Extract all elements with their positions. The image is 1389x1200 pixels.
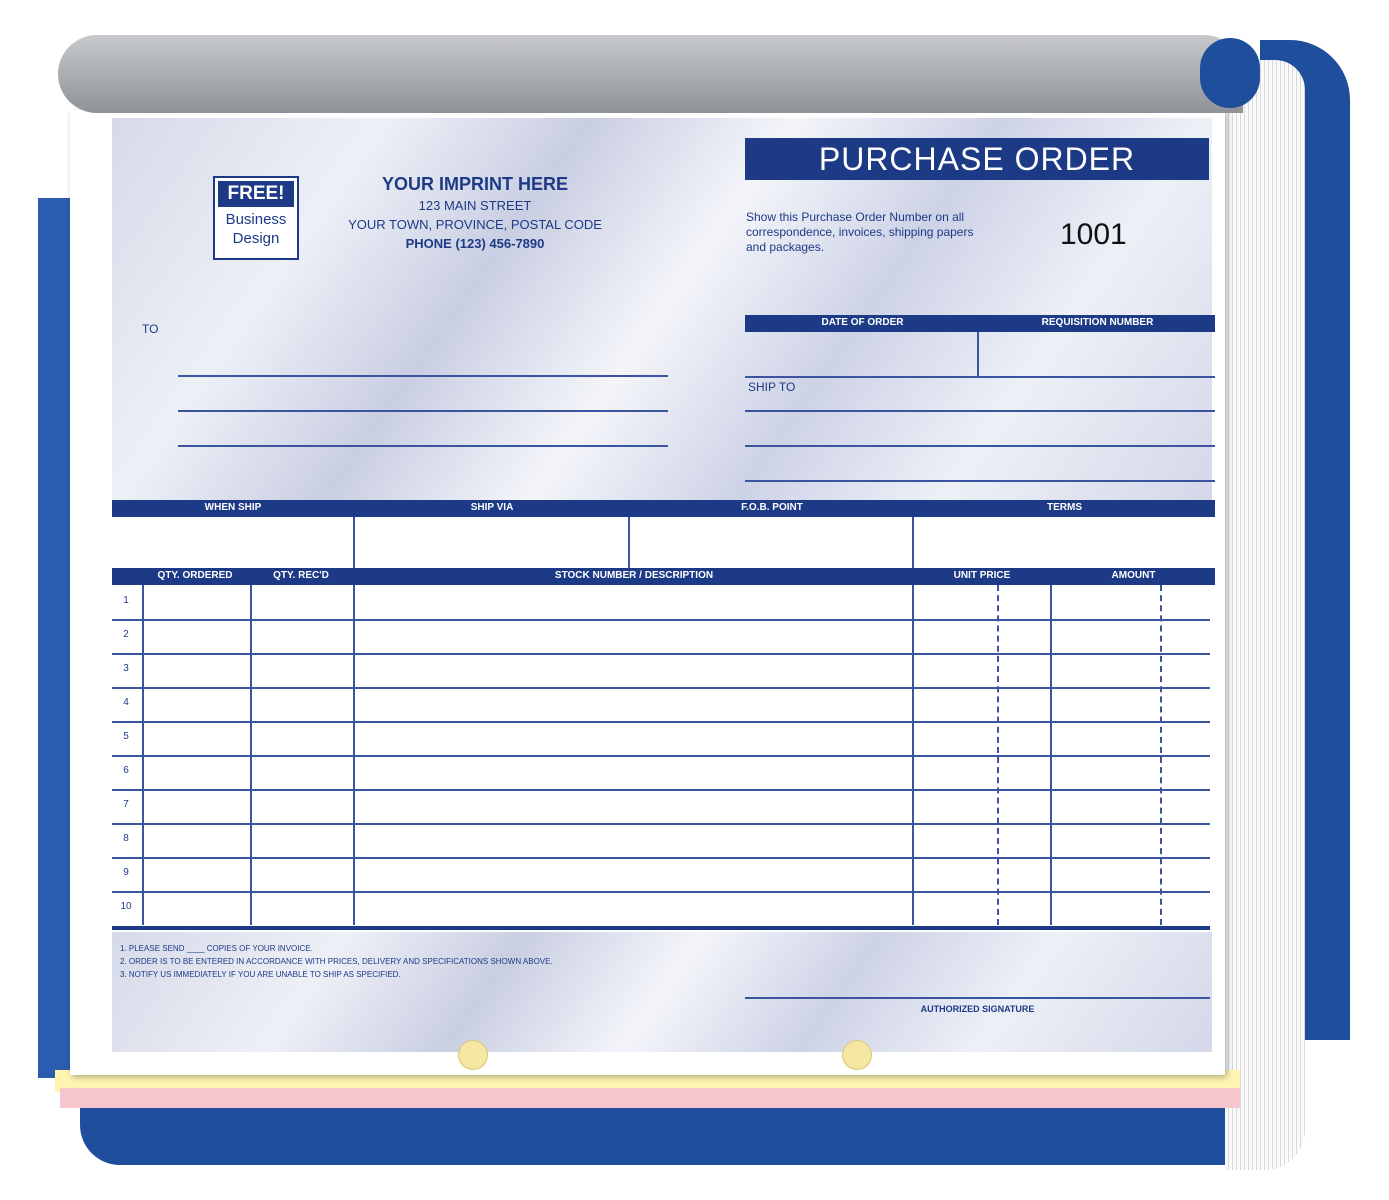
unit-price-label: UNIT PRICE xyxy=(953,570,1011,581)
form-title: PURCHASE ORDER xyxy=(818,141,1136,177)
badge-line-business: Business xyxy=(225,211,287,228)
row-number: 6 xyxy=(123,765,129,776)
badge-line-design: Design xyxy=(232,230,280,247)
date-requisition-divider xyxy=(977,332,979,377)
imprint-town: YOUR TOWN, PROVINCE, POSTAL CODE xyxy=(348,217,602,232)
table-row-line xyxy=(112,891,1210,893)
grid-bottom-border xyxy=(112,926,1210,930)
requisition-number-label: REQUISITION NUMBER xyxy=(1041,317,1154,328)
table-row-line xyxy=(112,721,1210,723)
signature-line xyxy=(745,997,1210,999)
imprint-phone: PHONE (123) 456-7890 xyxy=(405,236,545,251)
binding-top xyxy=(58,35,1243,113)
ship-to-line-2 xyxy=(745,445,1215,447)
table-row-line xyxy=(112,857,1210,859)
title-bar xyxy=(745,138,1209,180)
qty-ordered-label: QTY. ORDERED xyxy=(157,570,233,581)
row-number: 3 xyxy=(123,663,129,674)
row-number: 2 xyxy=(123,629,129,640)
shipping-header xyxy=(112,500,1215,517)
fob-point-label: F.O.B. POINT xyxy=(741,502,803,513)
shipping-divider-2 xyxy=(628,517,630,569)
date-of-order-label: DATE OF ORDER xyxy=(821,317,904,328)
binding-end-cap xyxy=(1200,38,1260,108)
table-row-line xyxy=(112,653,1210,655)
shipping-divider-1 xyxy=(353,517,355,569)
ship-to-line-3 xyxy=(745,480,1215,482)
imprint-street: 123 MAIN STREET xyxy=(418,198,532,213)
note-2: 2. ORDER IS TO BE ENTERED IN ACCORDANCE WITH PRICES, DELIVERY AND SPECIFICATIONS SHOWN ABOVE. xyxy=(120,957,553,966)
badge-free-label: FREE! xyxy=(218,181,294,207)
ship-to-label: SHIP TO xyxy=(748,380,796,394)
row-number: 9 xyxy=(123,867,129,878)
page-stack-edge xyxy=(1225,60,1305,1170)
row-number: 7 xyxy=(123,799,129,810)
to-line-1 xyxy=(178,375,668,377)
punch-hole-right xyxy=(842,1040,872,1070)
row-number: 5 xyxy=(123,731,129,742)
table-row-line xyxy=(112,687,1210,689)
to-line-3 xyxy=(178,445,668,447)
qty-received-label: QTY. REC'D xyxy=(273,570,329,581)
row-number: 4 xyxy=(123,697,129,708)
date-requisition-bottom xyxy=(745,376,1215,378)
item-header xyxy=(112,568,1215,585)
purchase-order-sheet xyxy=(70,110,1225,1075)
to-label: TO xyxy=(142,322,159,336)
shipping-divider-3 xyxy=(912,517,914,569)
row-number: 1 xyxy=(123,595,129,606)
row-number: 10 xyxy=(120,901,132,912)
note-1: 1. PLEASE SEND ____ COPIES OF YOUR INVOICE. xyxy=(120,944,313,953)
note-3: 3. NOTIFY US IMMEDIATELY IF YOU ARE UNABLE TO SHIP AS SPECIFIED. xyxy=(120,970,401,979)
pink-copy-sheet xyxy=(60,1088,1240,1108)
order-number-notice: Show this Purchase Order Number on all correspondence, invoices, shipping papers and packages. xyxy=(746,210,974,254)
table-row-line xyxy=(112,619,1210,621)
terms-label: TERMS xyxy=(1047,502,1082,513)
free-design-badge xyxy=(213,176,299,260)
date-requisition-header xyxy=(745,315,1215,332)
imprint-name: YOUR IMPRINT HERE xyxy=(381,174,568,194)
table-row-line xyxy=(112,755,1210,757)
table-row-line xyxy=(112,789,1210,791)
table-row-line xyxy=(112,823,1210,825)
order-number: 1001 xyxy=(1060,218,1127,251)
stock-description-label: STOCK NUMBER / DESCRIPTION xyxy=(554,570,714,581)
to-line-2 xyxy=(178,410,668,412)
ship-via-label: SHIP VIA xyxy=(470,502,514,513)
notes-block xyxy=(120,942,740,981)
row-number: 8 xyxy=(123,833,129,844)
amount-label: AMOUNT xyxy=(1111,570,1156,581)
authorized-signature-label: AUTHORIZED SIGNATURE xyxy=(920,1004,1035,1014)
punch-hole-left xyxy=(458,1040,488,1070)
ship-to-line-1 xyxy=(745,410,1215,412)
when-ship-label: WHEN SHIP xyxy=(204,502,262,513)
